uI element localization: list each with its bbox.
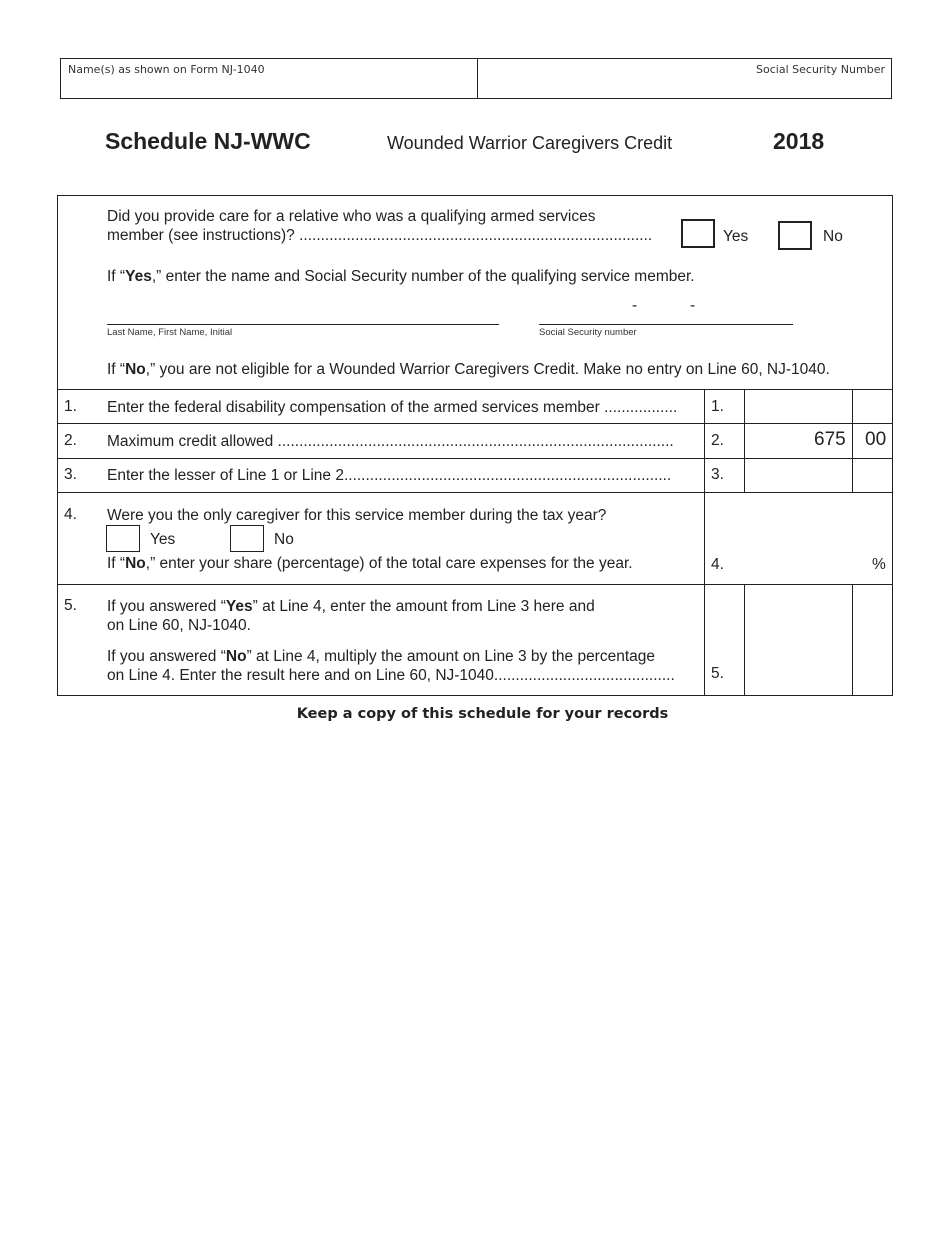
ssn-field[interactable] bbox=[478, 59, 891, 98]
line-1-number: 1. bbox=[64, 398, 77, 415]
question-line1: Did you provide care for a relative who was a qualifying armed services bbox=[107, 208, 596, 225]
line-1-amount-input[interactable] bbox=[746, 391, 851, 422]
question-line2: member (see instructions)? .................................................................................. bbox=[107, 227, 653, 244]
schedule-title: Schedule NJ-WWC bbox=[105, 128, 311, 154]
line-4-percent-sign: % bbox=[872, 556, 886, 573]
line-4-no-checkbox[interactable] bbox=[230, 525, 264, 552]
amount-col-line-a bbox=[744, 389, 745, 493]
line-3-amount-input[interactable] bbox=[746, 460, 851, 491]
rule-5 bbox=[58, 584, 892, 585]
line-2-cents: 00 bbox=[865, 429, 887, 450]
amount-col-line-b bbox=[744, 584, 745, 696]
name-field[interactable] bbox=[61, 59, 478, 98]
if-yes-instruction: If “Yes,” enter the name and Social Security number of the qualifying service member. bbox=[107, 268, 695, 285]
line-2-amount: 675 bbox=[814, 429, 846, 450]
line-4-yes-checkbox[interactable] bbox=[106, 525, 140, 552]
question-yes-label: Yes bbox=[723, 228, 749, 245]
line-5-no-text-2: on Line 4. Enter the result here and on Line 60, NJ-1040.......................................... bbox=[107, 667, 675, 684]
line-3-text: Enter the lesser of Line 1 or Line 2............................................................................ bbox=[107, 467, 672, 484]
member-ssn-label: Social Security number bbox=[539, 327, 637, 338]
rule-1 bbox=[58, 389, 892, 390]
line-2-ref: 2. bbox=[711, 432, 724, 449]
line-4-if-no: If “No,” enter your share (percentage) of the total care expenses for the year. bbox=[107, 555, 633, 572]
line-4-number: 4. bbox=[64, 506, 77, 523]
line-5-no-text: If you answered “No” at Line 4, multiply the amount on Line 3 by the percentage bbox=[107, 648, 656, 665]
question-yes-checkbox[interactable] bbox=[681, 219, 715, 248]
rule-2 bbox=[58, 423, 892, 424]
line-2-text: Maximum credit allowed ............................................................................................ bbox=[107, 433, 674, 450]
cents-col-line-b bbox=[852, 584, 853, 696]
name-field-label: Name(s) as shown on Form NJ-1040 bbox=[68, 63, 265, 76]
line-5-amount-input[interactable] bbox=[746, 586, 851, 695]
line-5-number: 5. bbox=[64, 597, 77, 614]
line-4-percent-input[interactable] bbox=[746, 494, 861, 583]
line-3-number: 3. bbox=[64, 466, 77, 483]
line-4-yes-label: Yes bbox=[150, 531, 176, 548]
ref-col-line bbox=[704, 389, 705, 696]
question-no-checkbox[interactable] bbox=[778, 221, 812, 250]
rule-3 bbox=[58, 458, 892, 459]
ssn-dash-2: - bbox=[690, 297, 696, 314]
cents-col-line-a bbox=[852, 389, 853, 493]
line-1-ref: 1. bbox=[711, 398, 724, 415]
member-name-input[interactable] bbox=[107, 324, 499, 325]
line-4-text: Were you the only caregiver for this service member during the tax year? bbox=[107, 507, 607, 524]
line-1-text: Enter the federal disability compensation of the armed services member ................. bbox=[107, 399, 678, 416]
line-4-no-label: No bbox=[274, 531, 294, 548]
footer-note: Keep a copy of this schedule for your records bbox=[296, 706, 669, 722]
line-5-yes-text: If you answered “Yes” at Line 4, enter the amount from Line 3 here and bbox=[107, 598, 595, 615]
if-no-instruction: If “No,” you are not eligible for a Wounded Warrior Caregivers Credit. Make no entry on Line 60, NJ-1040. bbox=[107, 361, 830, 378]
rule-4 bbox=[58, 492, 892, 493]
ssn-field-label: Social Security Number bbox=[756, 63, 885, 76]
line-2-number: 2. bbox=[64, 432, 77, 449]
tax-year: 2018 bbox=[773, 128, 825, 154]
header-box bbox=[60, 58, 892, 99]
line-3-ref: 3. bbox=[711, 466, 724, 483]
line-5-ref: 5. bbox=[711, 665, 724, 682]
question-no-label: No bbox=[823, 228, 843, 245]
form-box bbox=[57, 195, 893, 696]
line-4-ref: 4. bbox=[711, 556, 724, 573]
schedule-name: Wounded Warrior Caregivers Credit bbox=[387, 133, 673, 153]
line-5-yes-text-2: on Line 60, NJ-1040. bbox=[107, 617, 251, 634]
ssn-dash-1: - bbox=[632, 297, 638, 314]
member-ssn-input[interactable] bbox=[539, 324, 793, 325]
member-name-label: Last Name, First Name, Initial bbox=[107, 327, 233, 338]
